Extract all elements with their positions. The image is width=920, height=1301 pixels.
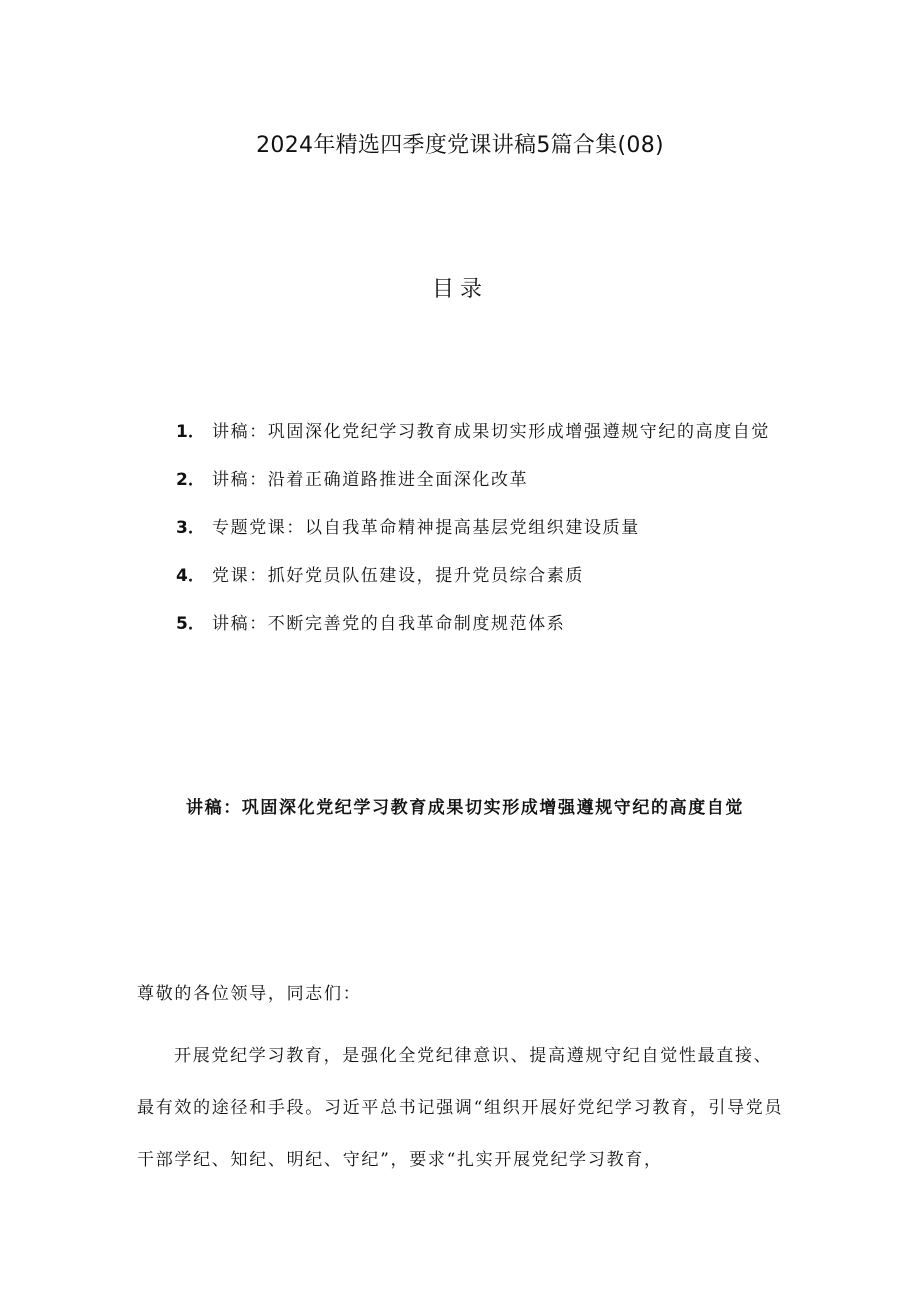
toc-item-text: 讲稿：不断完善党的自我革命制度规范体系 [212, 614, 566, 634]
toc-item-number: 5． [176, 614, 205, 634]
toc-heading: 目录 [431, 277, 488, 302]
toc-item-number: 4． [176, 566, 205, 586]
toc-item-text: 党课：抓好党员队伍建设，提升党员综合素质 [212, 566, 584, 586]
toc-item-3 [176, 504, 816, 552]
toc-item-number: 1． [176, 422, 205, 442]
body-paragraph: 开展党纪学习教育，是强化全党纪律意识、提高遵规守纪自觉性最直接、最有效的途径和手段。习近平总书记强调“组织开展好党纪学习教育，引导党员干部学纪、知纪、明纪、守纪”，要求“扎实开展党纪学习教育， [137, 1046, 784, 1170]
toc-item-text: 讲稿：巩固深化党纪学习教育成果切实形成增强遵规守纪的高度自觉 [212, 422, 770, 442]
toc-item-1 [176, 408, 816, 456]
toc-item-text: 专题党课：以自我革命精神提高基层党组织建设质量 [212, 518, 640, 538]
toc-item-2 [176, 456, 816, 504]
salutation: 尊敬的各位领导，同志们： [137, 984, 362, 1004]
toc-item-number: 2． [176, 470, 205, 490]
document-body [137, 968, 785, 1186]
section-heading: 讲稿：巩固深化党纪学习教育成果切实形成增强遵规守纪的高度自觉 [186, 798, 744, 818]
toc-item-text: 讲稿：沿着正确道路推进全面深化改革 [212, 470, 529, 490]
toc-item-4 [176, 552, 816, 600]
document-title: 2024年精选四季度党课讲稿5篇合集(08) [256, 133, 664, 158]
table-of-contents [176, 408, 816, 648]
toc-item-5 [176, 600, 816, 648]
toc-item-number: 3． [176, 518, 205, 538]
